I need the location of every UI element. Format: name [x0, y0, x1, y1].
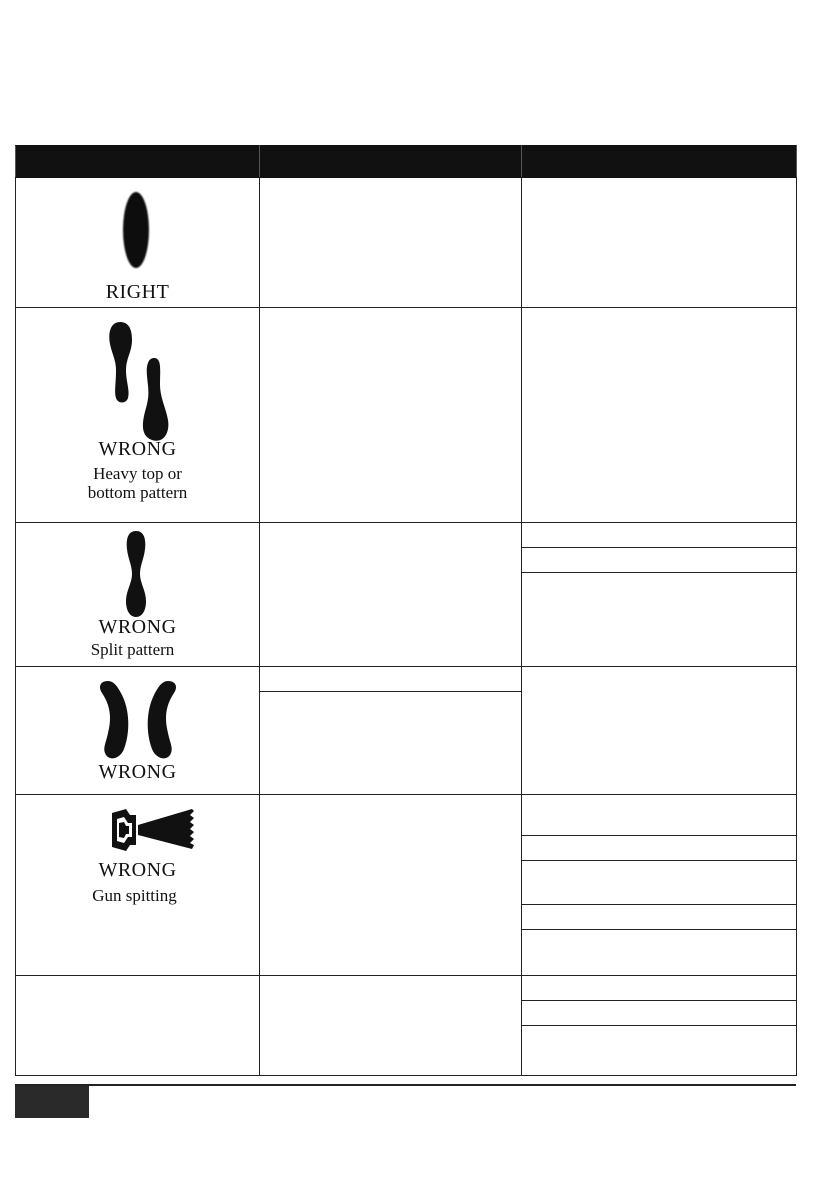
table-row: [16, 308, 797, 523]
remedy-cell: [522, 308, 797, 523]
cause-subcell: [260, 667, 521, 692]
table-row: [16, 976, 797, 1076]
remedy-cell: [522, 178, 797, 308]
remedy-subcell: [522, 836, 796, 861]
cause-cell-group: [260, 667, 522, 795]
heavy-top-bottom-pattern-icon: [106, 318, 176, 448]
remedy-cell-group: [522, 976, 797, 1076]
page-number-tab: [15, 1086, 89, 1118]
remedy-cell-group: [522, 523, 797, 667]
pattern-cell-heavy: [16, 308, 260, 523]
pattern-cell-blank: [16, 976, 260, 1076]
pattern-label-heavy: WRONG: [98, 438, 177, 460]
remedy-subcell: [522, 1026, 796, 1074]
header-cell-remedy: [522, 146, 797, 178]
pattern-label-split: WRONG: [98, 616, 177, 638]
footer-rule: [15, 1084, 796, 1086]
cause-cell: [260, 178, 522, 308]
pattern-cell-right: [16, 178, 260, 308]
remedy-subcell: [522, 976, 796, 1001]
troubleshooting-table: [15, 145, 797, 1076]
header-cell-pattern: [16, 146, 260, 178]
table-row: [16, 667, 797, 795]
header-cell-cause: [260, 146, 522, 178]
pattern-label-spitting: WRONG: [98, 859, 177, 881]
table-row: [16, 795, 797, 976]
cause-cell: [260, 523, 522, 667]
pattern-label-right: RIGHT: [105, 281, 170, 303]
table-header-row: [16, 146, 797, 178]
remedy-subcell: [522, 795, 796, 836]
table-row: [16, 523, 797, 667]
remedy-subcell: [522, 861, 796, 905]
split-pattern-icon: [121, 529, 151, 619]
crescent-pattern-icon: [98, 677, 178, 761]
spray-gun-spitting-icon: [108, 805, 198, 855]
pattern-sublabel-line1: Heavy top or: [93, 464, 182, 483]
cause-subcell: [260, 692, 521, 793]
remedy-subcell: [522, 930, 796, 974]
remedy-subcell: [522, 548, 796, 573]
remedy-subcell: [522, 905, 796, 930]
cause-cell: [260, 976, 522, 1076]
remedy-subcell: [522, 1001, 796, 1026]
table-row: [16, 178, 797, 308]
pattern-cell-spitting: [16, 795, 260, 976]
cause-cell: [260, 795, 522, 976]
pattern-cell-split: [16, 523, 260, 667]
remedy-subcell: [522, 573, 796, 665]
remedy-cell: [522, 667, 797, 795]
pattern-sublabel-spitting: Gun spitting: [92, 886, 177, 905]
remedy-subcell: [522, 523, 796, 548]
pattern-label-crescent: WRONG: [98, 761, 177, 783]
pattern-sublabel-line2: bottom pattern: [87, 483, 188, 502]
pattern-sublabel-split: Split pattern: [90, 640, 175, 659]
oval-spray-pattern-icon: [116, 190, 156, 290]
cause-cell: [260, 308, 522, 523]
pattern-cell-crescent: [16, 667, 260, 795]
remedy-cell-group: [522, 795, 797, 976]
